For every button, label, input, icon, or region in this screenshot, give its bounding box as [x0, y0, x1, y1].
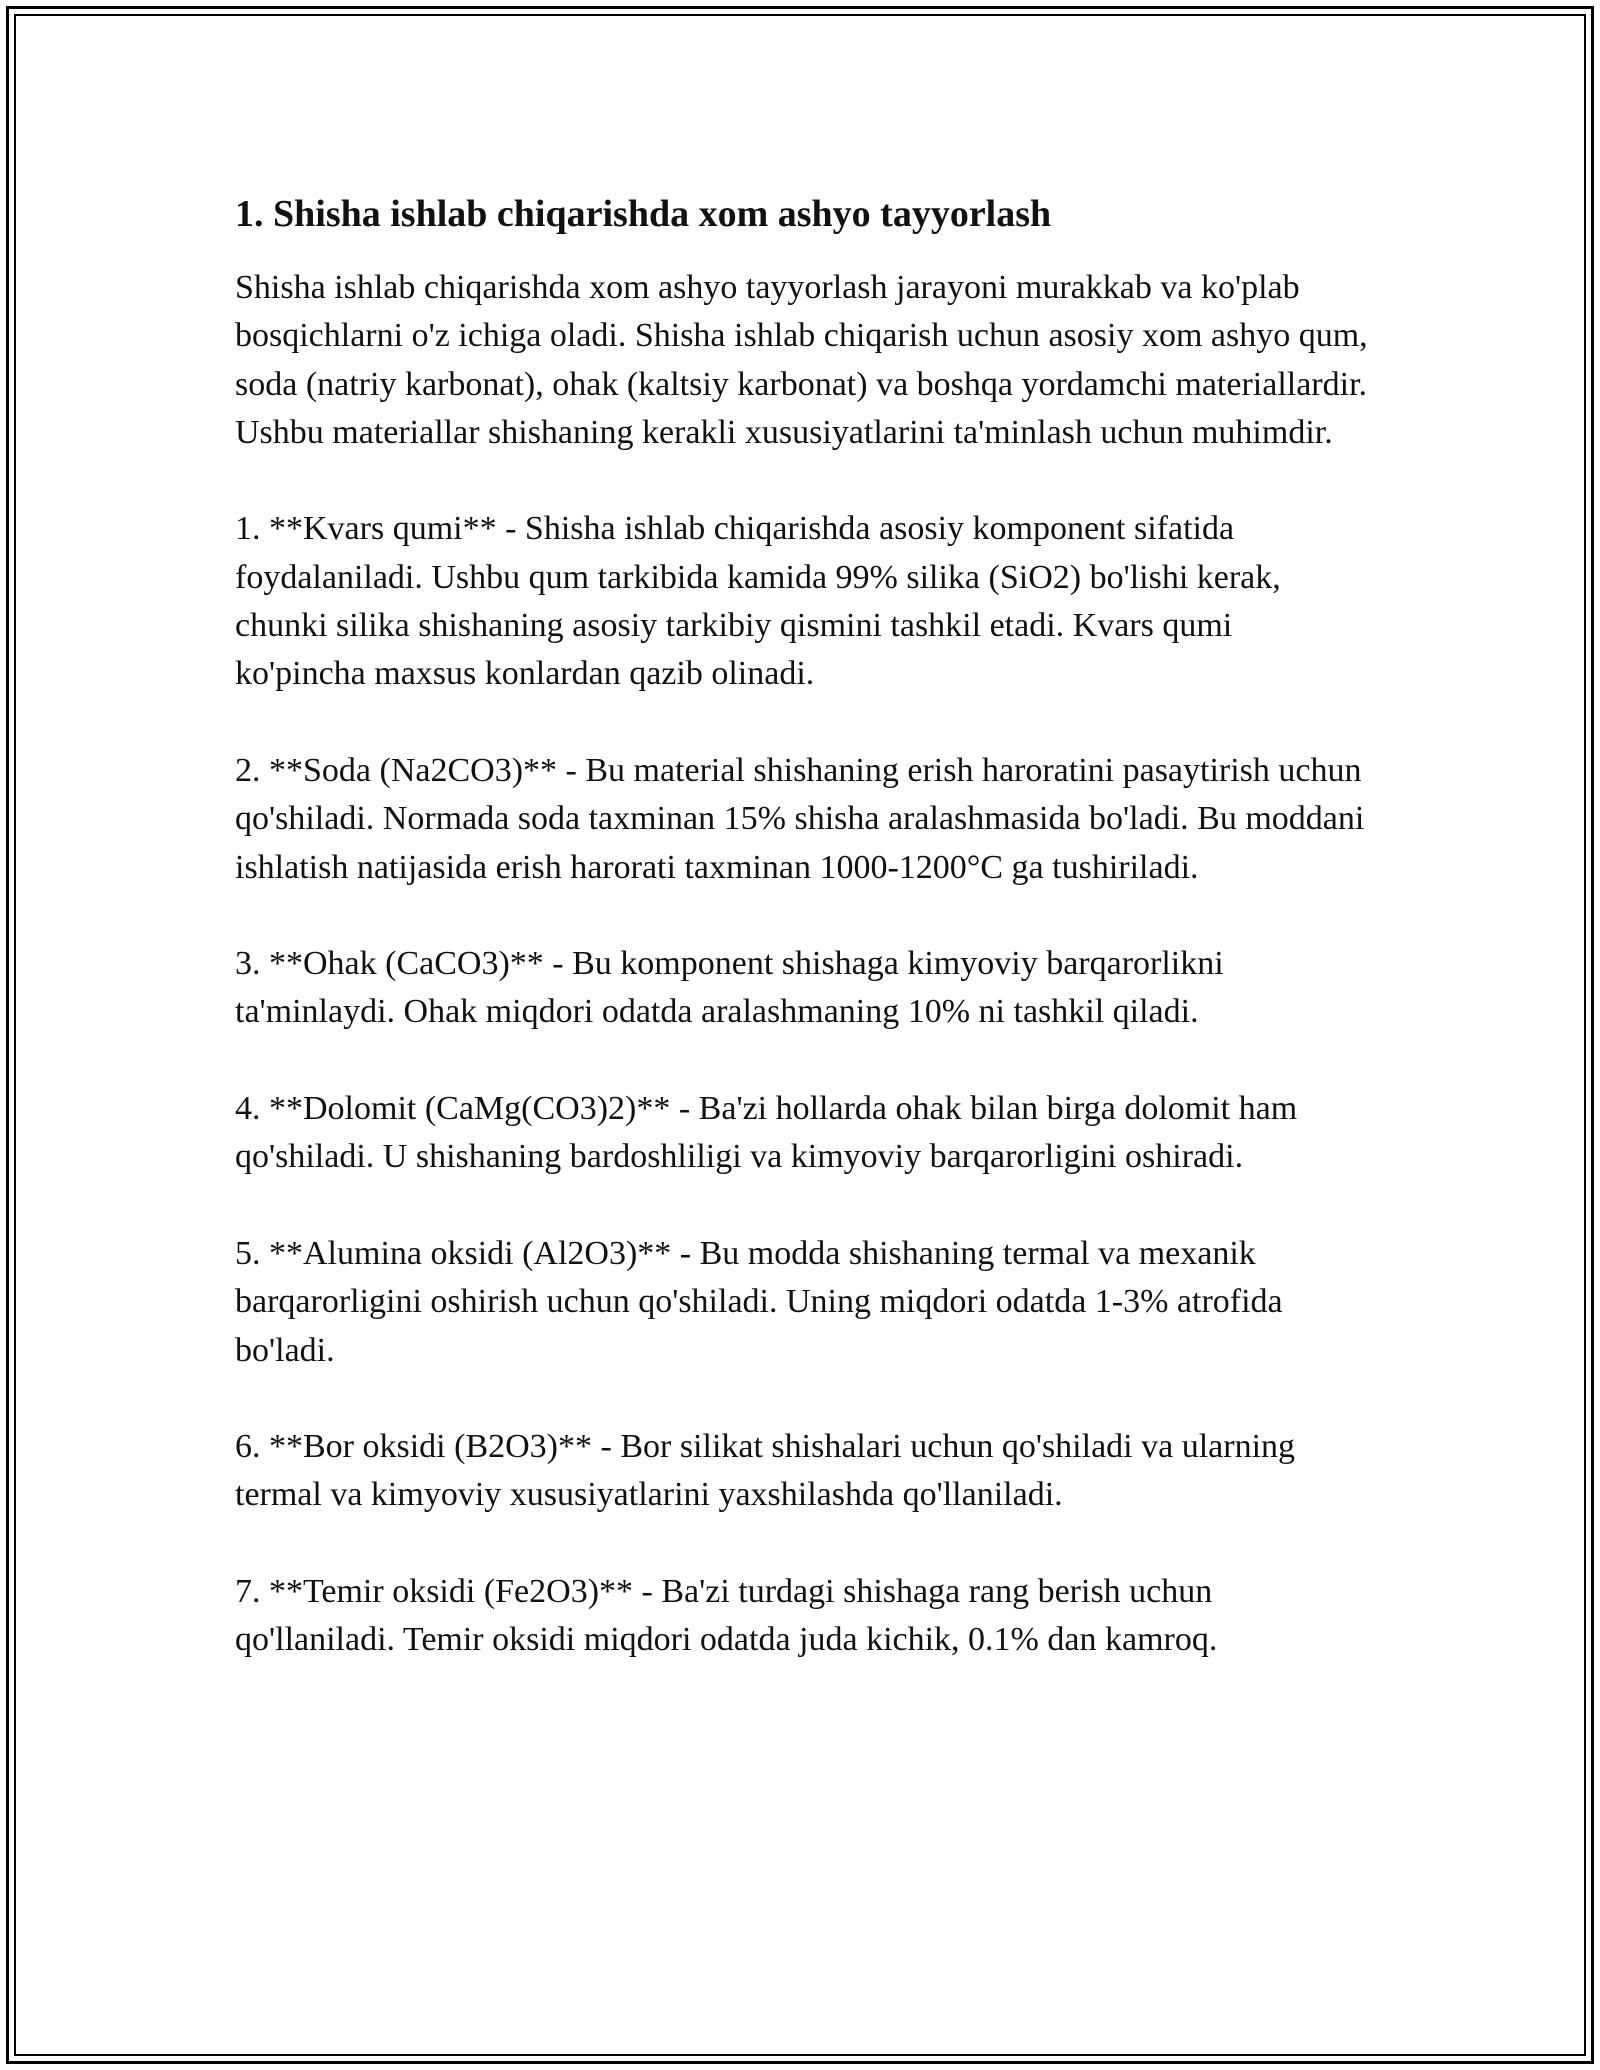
list-item-soda: 2. **Soda (Na2CO3)** - Bu material shishaning erish haroratini pasaytirish uchun qo'shiladi. Normada soda taxminan 15% shisha aralashmasida bo'ladi. Bu moddani ishlatish natijasida erish harorati taxminan 1000-1200°C ga tushiriladi. [235, 751, 1365, 886]
list-item-kvars-qumi: 1. **Kvars qumi** - Shisha ishlab chiqarishda asosiy komponent sifatida foydalaniladi. Ushbu qum tarkibida kamida 99% silika (SiO2) bo'lishi kerak, chunki silika shishaning asosiy tarkibiy qismini tashkil etadi. Kvars qumi ko'pincha maxsus konlardan qazib olinadi. [235, 510, 1281, 693]
list-item-dolomit: 4. **Dolomit (CaMg(CO3)2)** - Ba'zi hollarda ohak bilan birga dolomit ham qo'shiladi. U shishaning bardoshliligi va kimyoviy barqarorligini oshiradi. [235, 1090, 1298, 1176]
section-heading: 1. Shisha ishlab chiqarishda xom ashyo tayyorlash [235, 193, 1052, 235]
list-item-ohak: 3. **Ohak (CaCO3)** - Bu komponent shishaga kimyoviy barqarorlikni ta'minlaydi. Ohak miqdori odatda aralashmaning 10% ni tashkil qiladi. [235, 945, 1224, 1031]
list-item-bor-oksidi: 6. **Bor oksidi (B2O3)** - Bor silikat shishalari uchun qo'shiladi va ularning termal va kimyoviy xususiyatlarini yaxshilashda qo'llaniladi. [235, 1428, 1296, 1514]
intro-paragraph: Shisha ishlab chiqarishda xom ashyo tayyorlash jarayoni murakkab va ko'plab bosqichlarni o'z ichiga oladi. Shisha ishlab chiqarish uchun asosiy xom ashyo qum, soda (natriy karbonat), ohak (kaltsiy karbonat) va boshqa yordamchi materiallardir. Ushbu materiallar shishaning kerakli xususiyatlarini ta'minlash uchun muhimdir. [235, 269, 1368, 451]
list-item-alumina-oksidi: 5. **Alumina oksidi (Al2O3)** - Bu modda shishaning termal va mexanik barqarorligini oshirish uchun qo'shiladi. Uning miqdori odatda 1-3% atrofida bo'ladi. [235, 1234, 1283, 1369]
list-item-temir-oksidi: 7. **Temir oksidi (Fe2O3)** - Ba'zi turdagi shishaga rang berish uchun qo'llaniladi. Temir oksidi miqdori odatda juda kichik, 0.1% dan kamroq. [235, 1573, 1218, 1659]
document-body [235, 184, 1370, 1665]
